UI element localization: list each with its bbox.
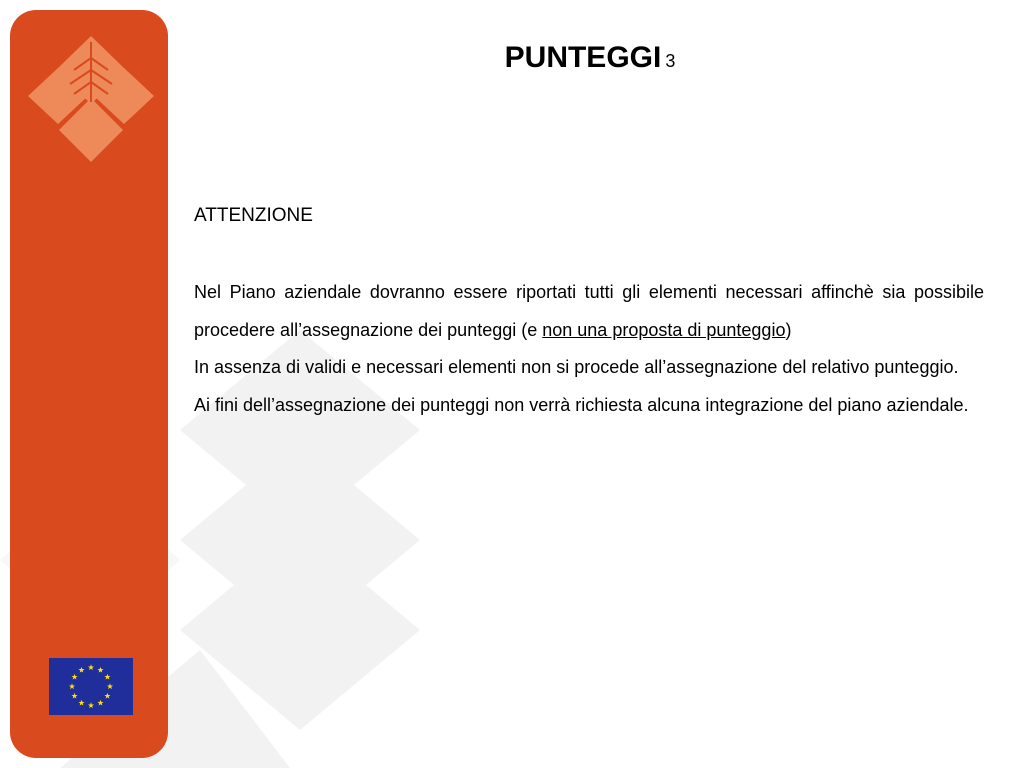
- slide-title: [420, 40, 760, 79]
- slide-number: 3: [665, 51, 676, 71]
- paragraph-1-close: ): [785, 319, 792, 340]
- paragraph-1-text: Nel Piano aziendale dovranno essere riportati tutti gli elementi necessari affinchè sia possibile procedere all’assegnazione dei punteggi (e: [194, 282, 984, 340]
- eu-flag-icon: [49, 658, 133, 715]
- paragraph-1: [194, 274, 984, 349]
- attention-heading: ATTENZIONE: [194, 205, 313, 226]
- paragraph-2: In assenza di validi e necessari elementi non si procede all’assegnazione del relativo punteggio.: [194, 357, 959, 377]
- paragraph-3: Ai fini dell’assegnazione dei punteggi non verrà richiesta alcuna integrazione del piano aziendale.: [194, 394, 969, 415]
- leaf-diamond-logo-icon: [26, 36, 156, 162]
- underlined-phrase: non una proposta di punteggio: [542, 319, 786, 340]
- slide-body: [194, 202, 984, 424]
- slide-title-text: PUNTEGGI: [504, 41, 662, 74]
